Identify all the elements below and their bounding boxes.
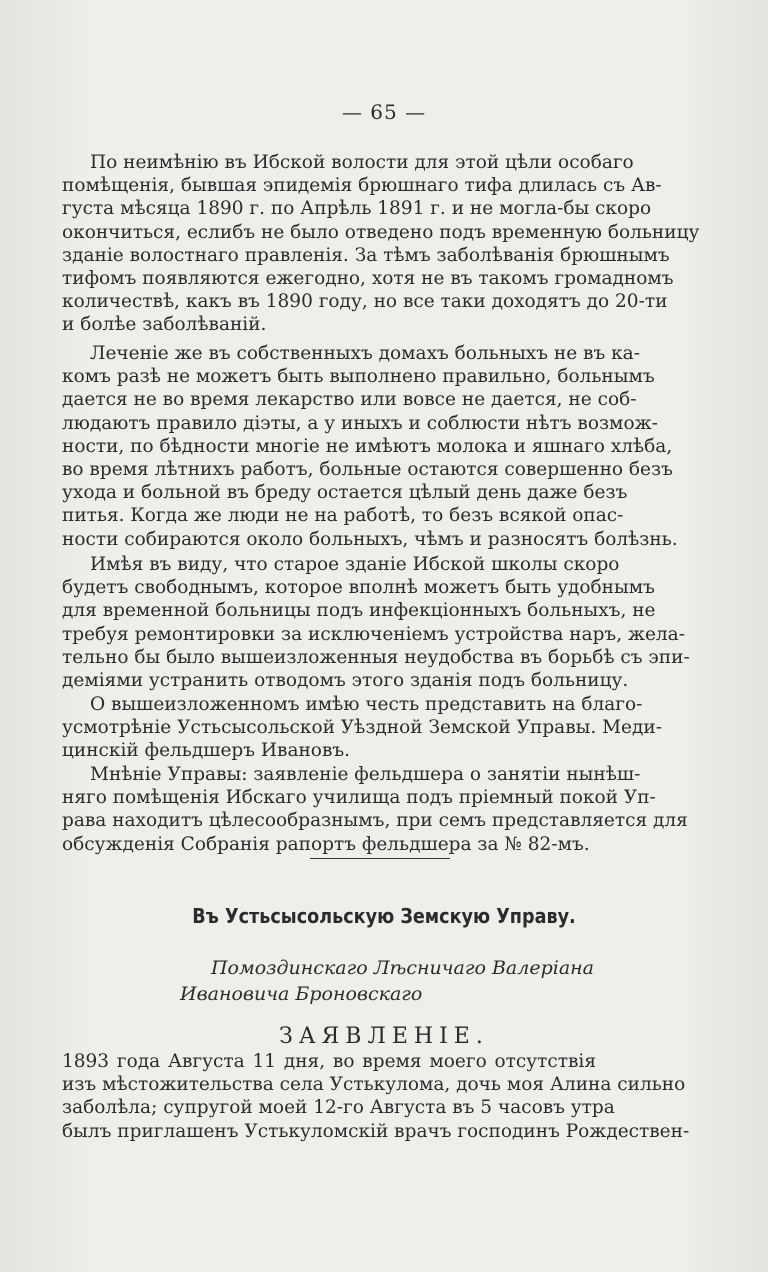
- paragraph-2: [62, 342, 678, 551]
- text-line: дается не во время лекарство или вовсе не дается, не соб-: [62, 389, 637, 411]
- author-line: [180, 955, 594, 1007]
- author-line-2: Ивановича Броновскаго: [180, 983, 423, 1005]
- text-line: людаютъ правило діэты, а у иныхъ и соблюсти нѣтъ возмож-: [62, 412, 658, 434]
- text-line: во время лѣтнихъ работъ, больные остаются совершенно безъ: [62, 459, 673, 481]
- text-line: обсужденія Собранія рапортъ фельдшера за № 82-мъ.: [62, 833, 590, 855]
- statement-body: [62, 1050, 690, 1143]
- text-line: комъ разѣ не можетъ быть выполнено правильно, больнымъ: [62, 366, 655, 388]
- text-line: окончиться, еслибъ не было отведено подъ временную больницу: [62, 221, 700, 243]
- text-line: Имѣя въ виду, что старое зданіе Ибской школы скоро: [90, 554, 620, 575]
- text-line: питья. Когда же люди не на работѣ, то безъ всякой опас-: [62, 505, 624, 527]
- text-line: помѣщенія, бывшая эпидемія брюшнаго тифа длилась съ Ав-: [62, 175, 662, 197]
- text-line: былъ приглашенъ Устькуломскій врачъ господинъ Рождествен-: [62, 1120, 690, 1142]
- text-line: густа мѣсяца 1890 г. по Апрѣль 1891 г. и не могла-бы скоро: [62, 198, 652, 220]
- text-line: и болѣе заболѣваній.: [62, 314, 267, 336]
- text-line: зданіе волостнаго правленія. За тѣмъ заболѣванія брюшнымъ: [62, 244, 670, 266]
- page-number: — 65 —: [341, 100, 427, 124]
- text-line: изъ мѣстожительства села Устькулома, дочь моя Алина сильно: [62, 1074, 686, 1096]
- text-line: усмотрѣніе Устьсысольской Уѣздной Земской Управы. Меди-: [62, 717, 662, 739]
- text-line: рава находитъ цѣлесообразнымъ, при семъ представляется для: [62, 810, 688, 832]
- text-line: 1893 года Августа 11 дня, во время моего отсутствія: [62, 1051, 596, 1072]
- text-line: Мнѣніе Управы: заявленіе фельдшера о занятіи нынѣш-: [90, 764, 641, 785]
- text-line: ухода и больной въ бреду остается цѣлый день даже безъ: [62, 482, 628, 504]
- text-line: для временной больницы подъ инфекціонныхъ больныхъ, не: [62, 600, 656, 622]
- text-line: О вышеизложенномъ имѣю честь представить на благо-: [90, 694, 643, 715]
- text-line: деміями устранить отводомъ этого зданія подъ больницу.: [62, 670, 629, 692]
- text-line: тельно бы было вышеизложенныя неудобства въ борьбѣ съ эпи-: [62, 646, 690, 668]
- text-line: цинскій фельдшеръ Ивановъ.: [62, 740, 351, 762]
- text-line: няго помѣщенія Ибскаго училища подъ пріемный покой Уп-: [62, 787, 656, 809]
- text-line: требуя ремонтировки за исключеніемъ устройства наръ, жела-: [62, 623, 685, 645]
- author-line-1: Помоздинскаго Лѣсничаго Валеріана: [210, 957, 594, 979]
- section-heading: Въ Устьсысольскую Земскую Управу.: [192, 904, 576, 928]
- text-line: количествѣ, какъ въ 1890 году, но все таки доходятъ до 20-ти: [62, 291, 668, 313]
- paragraph-4: [62, 693, 662, 763]
- section-divider: [310, 858, 450, 859]
- text-line: будетъ свободнымъ, которое вполнѣ можетъ быть удобнымъ: [62, 577, 655, 599]
- text-line: ности собираются около больныхъ, чѣмъ и разносятъ болѣзнь.: [62, 528, 678, 550]
- text-line: заболѣла; супругой моей 12-го Августа въ 5 часовъ утра: [62, 1097, 615, 1119]
- paragraph-5: [62, 763, 688, 856]
- text-line: По неимѣнію въ Ибской волости для этой цѣли особаго: [90, 152, 634, 173]
- text-line: ности, по бѣдности многіе не имѣютъ молока и яшнаго хлѣба,: [62, 435, 673, 457]
- document-title: ЗАЯВЛЕНІЕ.: [279, 1024, 489, 1049]
- paragraph-1: [62, 151, 700, 337]
- paragraph-3: [62, 553, 690, 692]
- text-line: тифомъ появляются ежегодно, хотя не въ такомъ громадномъ: [62, 268, 674, 290]
- text-line: Леченіе же въ собственныхъ домахъ больныхъ не въ ка-: [90, 343, 640, 364]
